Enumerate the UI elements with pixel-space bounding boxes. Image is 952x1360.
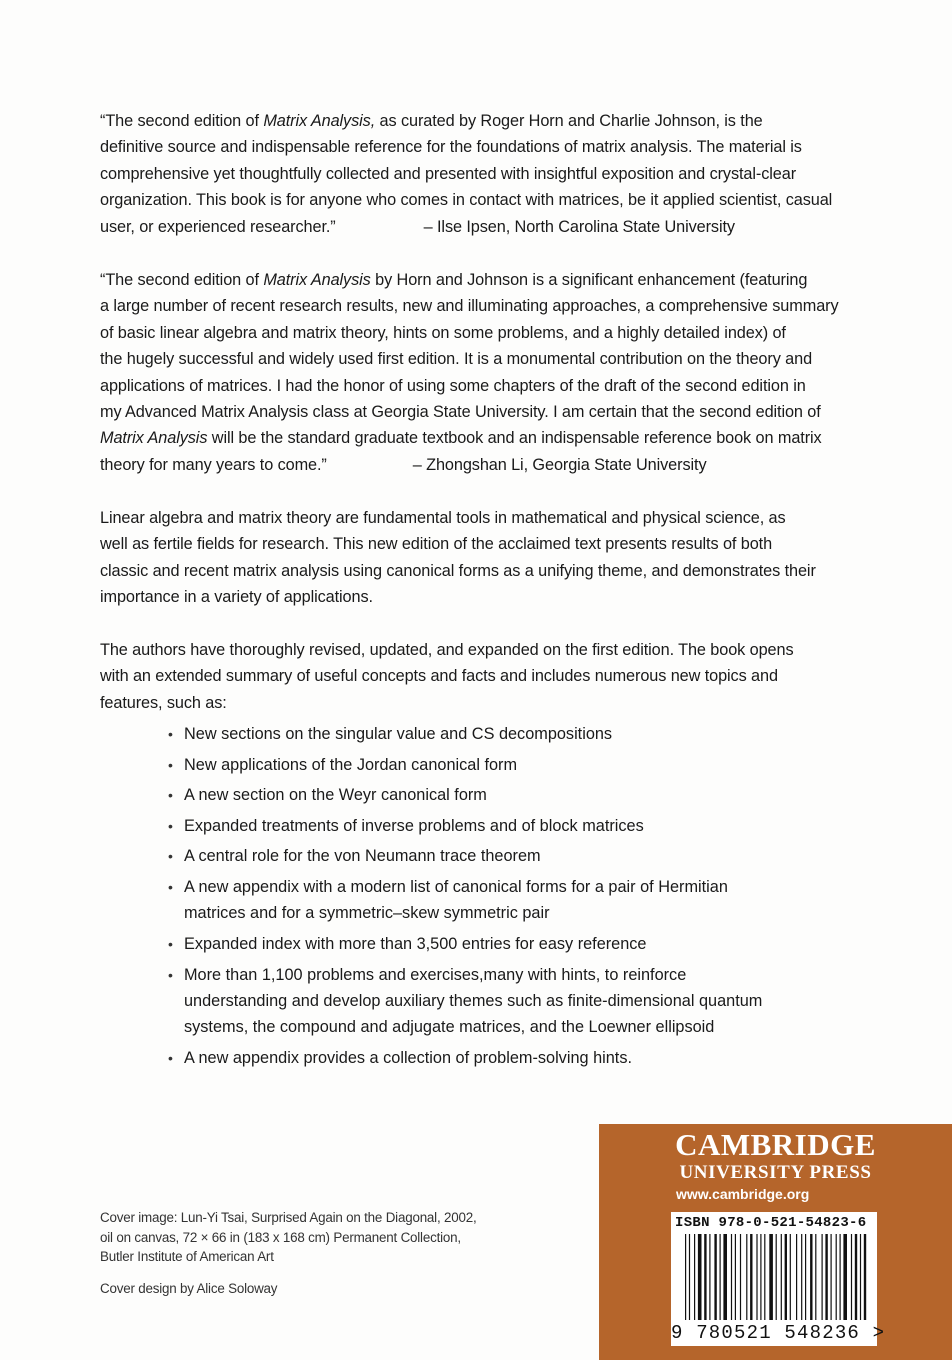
- barcode-bar: [685, 1234, 686, 1320]
- quote-line: applications of matrices. I had the honor of using some chapters of the draft of the second edition in: [100, 376, 806, 395]
- description-line: importance in a variety of applications.: [100, 588, 373, 607]
- cover-design-credit: Cover design by Alice Soloway: [100, 1281, 278, 1296]
- book-title: Matrix Analysis: [263, 271, 371, 289]
- description-line: well as fertile fields for research. This new edition of the acclaimed text presents results of both: [100, 535, 773, 554]
- barcode-bar: [851, 1234, 852, 1320]
- barcode-bar: [694, 1234, 695, 1320]
- barcode-bar: [776, 1234, 777, 1320]
- bullet-icon: •: [168, 966, 173, 983]
- bullet-icon: •: [168, 817, 173, 834]
- revision-intro: [100, 637, 860, 716]
- quote-attribution: – Ilse Ipsen, North Carolina State University: [423, 217, 735, 236]
- quote-line: the hugely successful and widely used first edition. It is a monumental contribution on the theory and: [100, 350, 813, 369]
- feature-text: A new section on the Weyr canonical form: [184, 786, 487, 805]
- publisher-website: www.cambridge.org: [676, 1186, 810, 1202]
- barcode-bar: [805, 1234, 806, 1320]
- feature-item: [168, 843, 808, 869]
- barcode-bar: [756, 1234, 757, 1320]
- isbn-label: ISBN 978-0-521-54823-6: [675, 1215, 867, 1231]
- feature-item: [168, 962, 808, 1041]
- barcode-bar: [822, 1234, 823, 1320]
- barcode-bar: [831, 1234, 832, 1320]
- feature-text: Expanded index with more than 3,500 entries for easy reference: [184, 934, 647, 953]
- barcode-box: [671, 1212, 886, 1346]
- bullet-icon: •: [168, 726, 173, 742]
- book-title: Matrix Analysis,: [263, 112, 376, 130]
- barcode-bar: [855, 1234, 857, 1320]
- credit-line: Cover image: Lun-Yi Tsai, Surprised Again on the Diagonal, 2002,: [100, 1210, 477, 1225]
- quote-line: organization. This book is for anyone who comes in contact with matrices, be it applied scientist, casual: [100, 191, 833, 210]
- barcode-bar: [746, 1234, 747, 1320]
- description-line: classic and recent matrix analysis using canonical forms as a unifying theme, and demonstrates their: [100, 561, 816, 580]
- publisher-subtitle: UNIVERSITY PRESS: [679, 1162, 872, 1183]
- feature-item: [168, 721, 808, 747]
- feature-text: New applications of the Jordan canonical form: [184, 755, 518, 774]
- feature-text: matrices and for a symmetric–skew symmetric pair: [184, 904, 550, 923]
- quote-line: Matrix Analysis will be the standard graduate textbook and an indispensable reference book on matrix: [100, 429, 822, 448]
- quote-line: “The second edition of Matrix Analysis by Horn and Johnson is a significant enhancement (featuring: [100, 271, 808, 289]
- barcode-bar: [750, 1234, 752, 1320]
- revision-line: with an extended summary of useful concepts and facts and includes numerous new topics and: [100, 667, 778, 686]
- book-description: [100, 505, 860, 611]
- revision-line: The authors have thoroughly revised, updated, and expanded on the first edition. The book opens: [100, 641, 794, 659]
- publisher-block: [599, 1124, 952, 1360]
- feature-item: [168, 931, 808, 957]
- barcode-bar: [704, 1234, 706, 1320]
- feature-text: New sections on the singular value and CS decompositions: [184, 725, 613, 743]
- bullet-icon: •: [168, 787, 173, 804]
- bullet-icon: •: [168, 878, 173, 895]
- feature-text: More than 1,100 problems and exercises,many with hints, to reinforce: [184, 965, 687, 984]
- barcode-bar: [723, 1234, 727, 1320]
- feature-text: A central role for the von Neumann trace theorem: [184, 847, 541, 866]
- barcode-bar: [785, 1234, 787, 1320]
- feature-text: A new appendix with a modern list of canonical forms for a pair of Hermitian: [184, 877, 728, 896]
- barcode-bar: [790, 1234, 791, 1320]
- barcode-icon: [671, 1234, 877, 1324]
- feature-item: [168, 874, 808, 927]
- feature-item: [168, 1045, 808, 1071]
- barcode-bar: [815, 1234, 816, 1320]
- barcode-bar: [836, 1234, 837, 1320]
- quote-line: my Advanced Matrix Analysis class at Georgia State University. I am certain that the second edition of: [100, 403, 821, 422]
- quote-line: theory for many years to come.” – Zhongshan Li, Georgia State University: [100, 452, 860, 478]
- quote-line: of basic linear algebra and matrix theory, hints on some problems, and a highly detailed index) of: [100, 323, 786, 342]
- ean-digits: 9 780521 548236 >: [671, 1322, 886, 1344]
- barcode-bar: [825, 1234, 827, 1320]
- barcode-bar: [760, 1234, 761, 1320]
- credit-line: Butler Institute of American Art: [100, 1249, 274, 1265]
- bullet-icon: •: [168, 935, 173, 952]
- book-title: Matrix Analysis: [100, 429, 208, 448]
- barcode-bar: [689, 1234, 690, 1320]
- barcode-bar: [720, 1234, 721, 1320]
- barcode-bar: [731, 1234, 732, 1320]
- quote-line: “The second edition of Matrix Analysis, as curated by Roger Horn and Charlie Johnson, is the: [100, 112, 763, 130]
- barcode-bar: [781, 1234, 782, 1320]
- feature-text: systems, the compound and adjugate matrices, and the Loewner ellipsoid: [184, 1018, 715, 1037]
- revision-line: features, such as:: [100, 693, 227, 712]
- quote-li: [100, 267, 860, 478]
- barcode-bar: [714, 1234, 716, 1320]
- quote-attribution: – Zhongshan Li, Georgia State University: [412, 455, 707, 474]
- barcode-bar: [860, 1234, 861, 1320]
- credit-line: oil on canvas, 72 × 66 in (183 x 168 cm) Permanent Collection,: [100, 1229, 461, 1245]
- cover-image-credit: [100, 1208, 520, 1267]
- description-line: Linear algebra and matrix theory are fundamental tools in mathematical and physical science, as: [100, 509, 786, 527]
- feature-text: A new appendix provides a collection of problem-solving hints.: [184, 1048, 632, 1067]
- quote-ipsen: [100, 108, 860, 240]
- barcode-bar: [709, 1234, 710, 1320]
- feature-list: [168, 721, 808, 1076]
- feature-item: [168, 813, 808, 839]
- barcode-bar: [735, 1234, 736, 1320]
- barcode-bar: [840, 1234, 841, 1320]
- quote-line: comprehensive yet thoughtfully collected and presented with insightful exposition and crystal-clear: [100, 164, 797, 183]
- bullet-icon: •: [168, 1049, 173, 1066]
- barcode-bar: [843, 1234, 847, 1320]
- barcode-bar: [796, 1234, 797, 1320]
- bullet-icon: •: [168, 848, 173, 865]
- barcode-bar: [764, 1234, 765, 1320]
- barcode-bar: [801, 1234, 802, 1320]
- bullet-icon: •: [168, 756, 173, 773]
- barcode-bar: [810, 1234, 812, 1320]
- feature-item: [168, 752, 808, 778]
- barcode-bar: [698, 1234, 702, 1320]
- quote-line: user, or experienced researcher.” – Ilse Ipsen, North Carolina State University: [100, 214, 860, 240]
- barcode-bar: [769, 1234, 773, 1320]
- quote-line: definitive source and indispensable reference for the foundations of matrix analysis. The material is: [100, 138, 802, 157]
- feature-item: [168, 782, 808, 808]
- quote-line: a large number of recent research results, new and illuminating approaches, a comprehensive summary: [100, 297, 839, 316]
- feature-text: Expanded treatments of inverse problems and of block matrices: [184, 816, 644, 835]
- barcode-bar: [740, 1234, 741, 1320]
- barcode-bar: [864, 1234, 866, 1320]
- publisher-name: CAMBRIDGE: [675, 1127, 876, 1162]
- feature-text: understanding and develop auxiliary themes such as finite-dimensional quantum: [184, 991, 763, 1010]
